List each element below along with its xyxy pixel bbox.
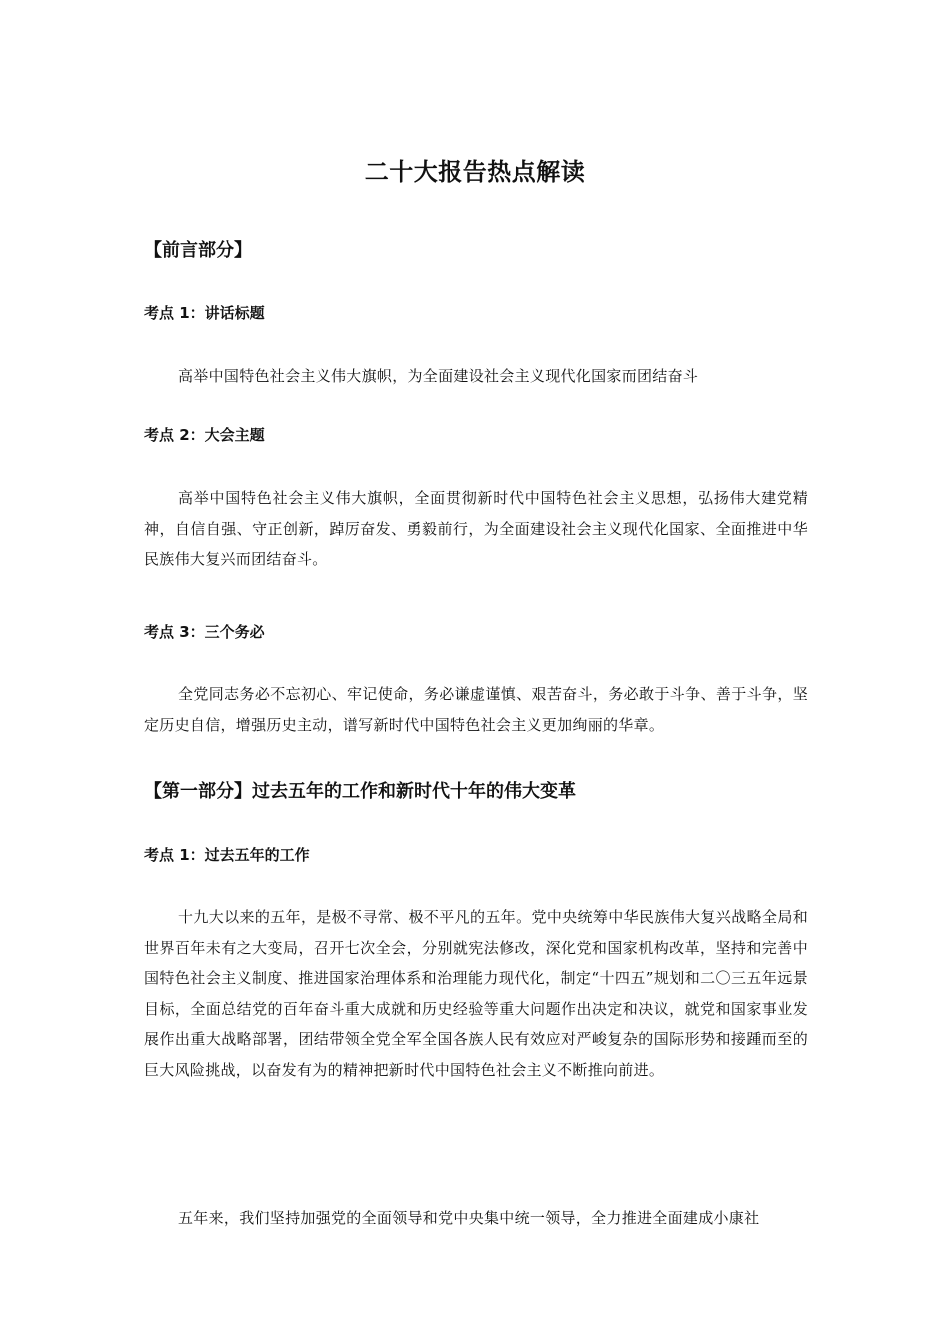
exam-point-label-2: 考点 2：大会主题 — [144, 426, 265, 444]
exam-point-text-part1-1: 十九大以来的五年，是极不寻常、极不平凡的五年。党中央统筹中华民族伟大复兴战略全局和世界百年未有之大变局，召开七次全会，分别就宪法修改，深化党和国家机构改革，坚持和完善中国特色社会主义制度、推进国家治理体系和治理能力现代化，制定“十四五”规划和二〇三五年远景目标，全面总结党的百年奋斗重大成就和历史经验等重大问题作出决定和决议，就党和国家事业发展作出重大战略部署，团结带领全党全军全国各族人民有效应对严峻复杂的国际形势和接踵而至的巨大风险挑战，以奋发有为的精神把新时代中国特色社会主义不断推向前进。 — [144, 908, 808, 1079]
section-heading-part1: 【第一部分】过去五年的工作和新时代十年的伟大变革 — [144, 781, 576, 802]
document-title: 二十大报告热点解读 — [364, 158, 586, 186]
exam-point-label-1: 考点 1：讲话标题 — [144, 304, 265, 322]
exam-point-text-2: 高举中国特色社会主义伟大旗帜，全面贯彻新时代中国特色社会主义思想，弘扬伟大建党精神，自信自强、守正创新，踔厉奋发、勇毅前行，为全面建设社会主义现代化国家、全面推进中华民族伟大复兴而团结奋斗。 — [144, 489, 808, 568]
exam-point-text-3: 全党同志务必不忘初心、牢记使命，务必谦虚谨慎、艰苦奋斗，务必敢于斗争、善于斗争，坚定历史自信，增强历史主动，谱写新时代中国特色社会主义更加绚丽的华章。 — [144, 685, 808, 734]
section-heading-preface: 【前言部分】 — [144, 240, 252, 261]
paragraph-part1-2: 五年来，我们坚持加强党的全面领导和党中央集中统一领导，全力推进全面建成小康社 — [178, 1209, 760, 1227]
exam-point-text-1: 高举中国特色社会主义伟大旗帜，为全面建设社会主义现代化国家而团结奋斗 — [178, 367, 699, 385]
exam-point-label-part1-1: 考点 1：过去五年的工作 — [144, 846, 310, 864]
exam-point-label-3: 考点 3：三个务必 — [144, 623, 265, 641]
